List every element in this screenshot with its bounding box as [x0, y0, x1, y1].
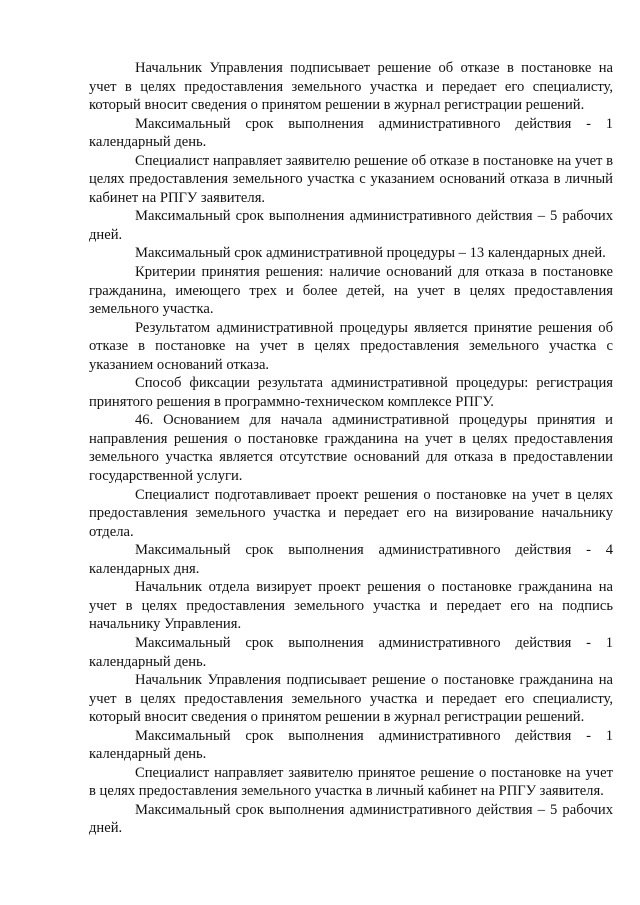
- paragraph: Максимальный срок выполнения административного действия - 1 календарный день.: [89, 727, 613, 763]
- paragraph: Критерии принятия решения: наличие оснований для отказа в постановке гражданина, имеющего трех и более детей, на учет в целях предоставления земельного участка.: [89, 264, 613, 318]
- paragraph: 46. Основанием для начала административной процедуры принятия и направления решения о постановке гражданина на учет в целях предоставления земельного участка является отсутствие оснований для отказа в предоставлении государственной услуги.: [89, 412, 613, 485]
- paragraph: Максимальный срок выполнения административного действия - 1 календарный день.: [89, 634, 613, 670]
- paragraph: Начальник Управления подписывает решение об отказе в постановке на учет в целях предоставления земельного участка и передает его специалисту, который вносит сведения о принятом решении в журнал регистрации решений.: [89, 60, 613, 114]
- paragraph: Способ фиксации результата административной процедуры: регистрация принятого решения в программно-техническом комплексе РПГУ.: [89, 375, 613, 410]
- document-page: [89, 59, 613, 838]
- paragraph: Максимальный срок выполнения административного действия - 4 календарных дня.: [89, 542, 613, 577]
- paragraph: Специалист направляет заявителю решение об отказе в постановке на учет в целях предоставления земельного участка с указанием оснований отказа в личный кабинет на РПГУ заявителя.: [89, 152, 613, 206]
- paragraph: Специалист подготавливает проект решения о постановке на учет в целях предоставления земельного участка и передает его на визирование начальнику отдела.: [89, 486, 613, 540]
- paragraph: Максимальный срок выполнения административного действия - 1 календарный день.: [89, 115, 613, 151]
- paragraph: Максимальный срок выполнения административного действия – 5 рабочих дней.: [89, 208, 613, 243]
- paragraph: Максимальный срок выполнения административного действия – 5 рабочих дней.: [89, 801, 613, 837]
- paragraph: Максимальный срок административной процедуры – 13 календарных дней.: [135, 245, 606, 262]
- paragraph: Начальник отдела визирует проект решения о постановке гражданина на учет в целях предоставления земельного участка и передает его на подпись начальнику Управления.: [89, 579, 613, 633]
- paragraph: Начальник Управления подписывает решение о постановке гражданина на учет в целях предоставления земельного участка и передает его специалисту, который вносит сведения о принятом решении в журнал регистрации решений.: [89, 672, 613, 726]
- paragraph: Специалист направляет заявителю принятое решение о постановке на учет в целях предоставления земельного участка в личный кабинет на РПГУ заявителя.: [89, 764, 613, 800]
- paragraph: Результатом административной процедуры является принятие решения об отказе в постановке на учет в целях предоставления земельного участка с указанием оснований отказа.: [89, 319, 613, 373]
